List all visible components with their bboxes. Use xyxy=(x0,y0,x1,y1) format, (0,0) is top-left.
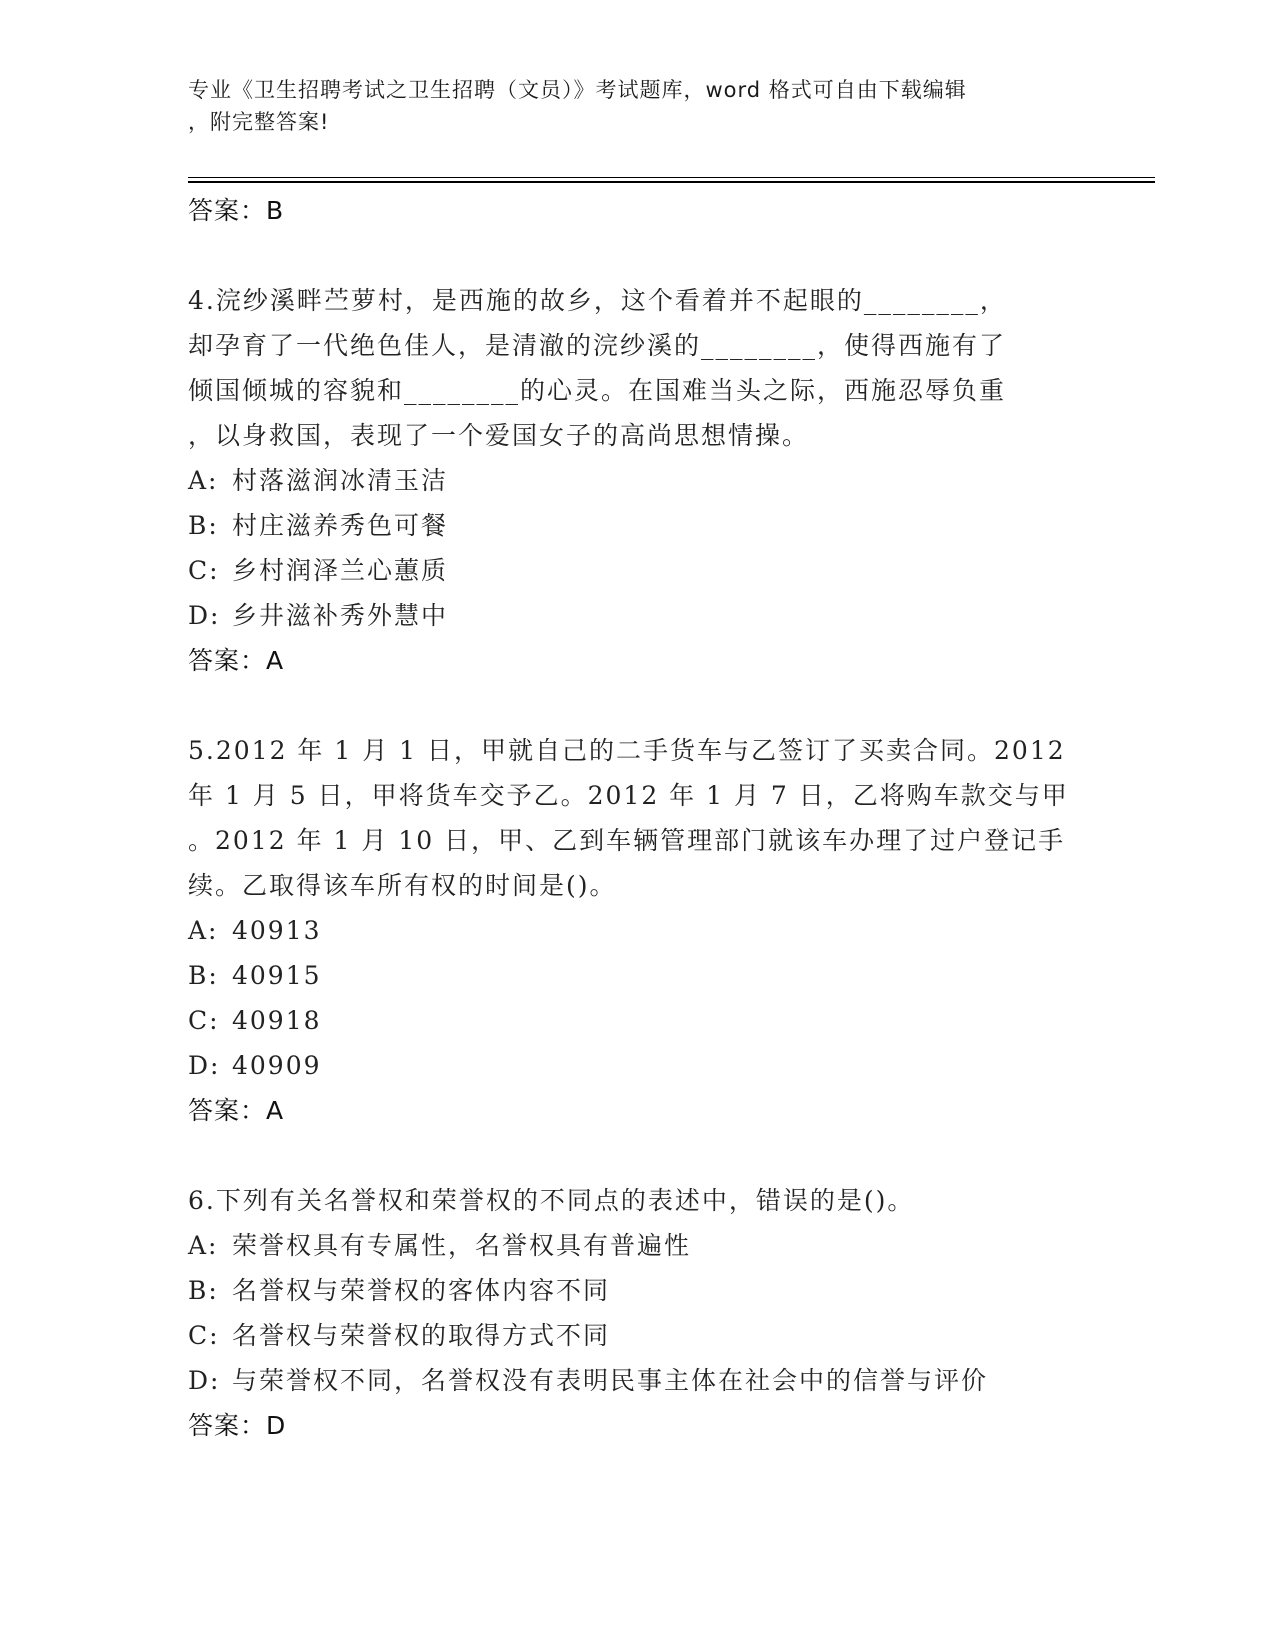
question-stem-line: ，以身救国，表现了一个爱国女子的高尚思想情操。 xyxy=(188,421,810,450)
question-block xyxy=(188,728,1088,1134)
header-divider xyxy=(188,181,1155,183)
question-stem-line: 续。乙取得该车所有权的时间是()。 xyxy=(188,871,617,900)
answer-option xyxy=(188,908,1088,953)
option-key: D: xyxy=(188,1051,221,1080)
question-stem-line: 倾国倾城的容貌和________的心灵。在国难当头之际，西施忍辱负重 xyxy=(188,376,1007,405)
option-text: 名誉权与荣誉权的客体内容不同 xyxy=(232,1276,611,1305)
answer-line: 答案：A xyxy=(188,646,285,675)
answer-option xyxy=(188,1313,1088,1358)
header-divider xyxy=(188,177,1155,178)
answer-option xyxy=(188,998,1088,1043)
option-key: A: xyxy=(188,1231,219,1260)
option-text: 村庄滋养秀色可餐 xyxy=(232,511,449,540)
header-line: ，附完整答案! xyxy=(188,110,330,134)
page-header xyxy=(188,74,1068,138)
answer-option xyxy=(188,953,1088,998)
option-key: C: xyxy=(188,556,220,585)
option-text: 荣誉权具有专属性，名誉权具有普遍性 xyxy=(232,1231,692,1260)
question-block xyxy=(188,1178,1088,1449)
option-key: A: xyxy=(188,916,219,945)
question-list xyxy=(188,188,1088,1449)
answer-option xyxy=(188,503,1088,548)
answer-option xyxy=(188,1358,1088,1403)
option-text: 40913 xyxy=(232,916,322,945)
question-stem-line: 。2012 年 1 月 10 日，甲、乙到车辆管理部门就该车办理了过户登记手 xyxy=(188,826,1066,855)
question-stem-line: 年 1 月 5 日，甲将货车交予乙。2012 年 1 月 7 日，乙将购车款交与甲 xyxy=(188,781,1069,810)
option-key: C: xyxy=(188,1321,220,1350)
answer-line: 答案：A xyxy=(188,1096,285,1125)
answer-line: 答案：B xyxy=(188,196,285,225)
option-key: A: xyxy=(188,466,219,495)
header-line: 专业《卫生招聘考试之卫生招聘（文员）》考试题库，word 格式可自由下载编辑 xyxy=(188,78,967,102)
option-key: B: xyxy=(188,961,219,990)
option-text: 名誉权与荣誉权的取得方式不同 xyxy=(232,1321,611,1350)
option-text: 村落滋润冰清玉洁 xyxy=(232,466,449,495)
answer-option xyxy=(188,1043,1088,1088)
question-stem-line: 6.下列有关名誉权和荣誉权的不同点的表述中，错误的是()。 xyxy=(188,1186,915,1215)
option-key: C: xyxy=(188,1006,220,1035)
question-block xyxy=(188,278,1088,684)
option-text: 40909 xyxy=(232,1051,322,1080)
answer-option xyxy=(188,1268,1088,1313)
option-text: 乡村润泽兰心蕙质 xyxy=(232,556,449,585)
question-stem-line: 4.浣纱溪畔苎萝村，是西施的故乡，这个看着并不起眼的________， xyxy=(188,286,1007,315)
question-stem-line: 5.2012 年 1 月 1 日，甲就自己的二手货车与乙签订了买卖合同。2012 xyxy=(188,736,1066,765)
option-text: 40918 xyxy=(232,1006,322,1035)
option-text: 乡井滋补秀外慧中 xyxy=(232,601,449,630)
option-key: D: xyxy=(188,601,221,630)
answer-option xyxy=(188,593,1088,638)
answer-option xyxy=(188,1223,1088,1268)
option-key: B: xyxy=(188,1276,219,1305)
option-key: D: xyxy=(188,1366,221,1395)
question-stem-line: 却孕育了一代绝色佳人，是清澈的浣纱溪的________，使得西施有了 xyxy=(188,331,1007,360)
option-text: 与荣誉权不同，名誉权没有表明民事主体在社会中的信誉与评价 xyxy=(232,1366,989,1395)
option-text: 40915 xyxy=(232,961,322,990)
answer-option xyxy=(188,548,1088,593)
answer-line: 答案：D xyxy=(188,1411,287,1440)
answer-option xyxy=(188,458,1088,503)
option-key: B: xyxy=(188,511,219,540)
